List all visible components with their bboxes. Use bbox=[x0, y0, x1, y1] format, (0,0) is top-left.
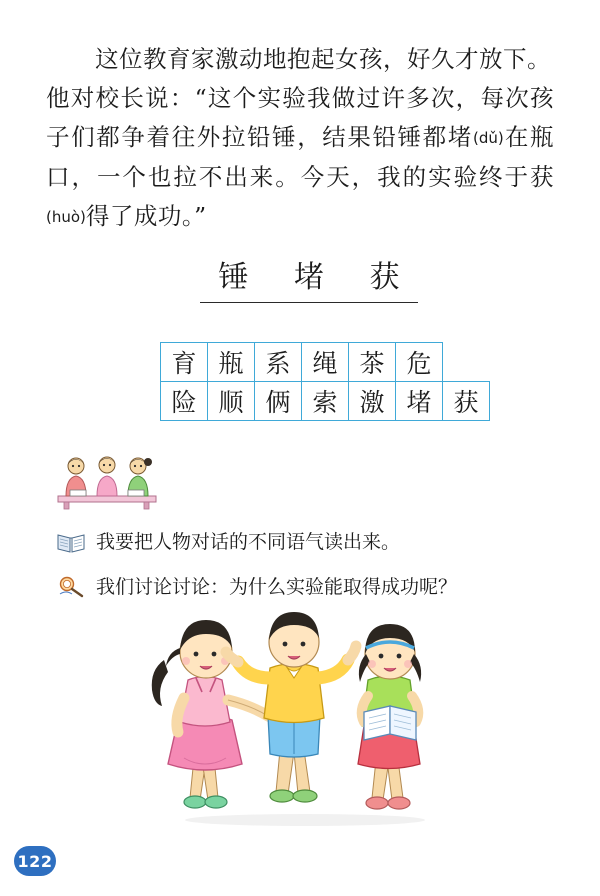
activity-text: 我要把人物对话的不同语气读出来。 bbox=[96, 531, 401, 553]
grid-cell: 获 bbox=[443, 382, 490, 421]
girl-right bbox=[358, 624, 421, 809]
grid-cell: 险 bbox=[161, 382, 208, 421]
girl-left bbox=[152, 620, 278, 808]
paragraph-2-part-1: 他对校长说：“这个实验我做过许多次，每次孩子们都争着往外拉铅锤，结果铅锤都堵 bbox=[46, 84, 554, 151]
grid-cell: 茶 bbox=[349, 343, 396, 382]
grid-cell: 堵 bbox=[396, 382, 443, 421]
grid-cell: 绳 bbox=[302, 343, 349, 382]
new-characters-line bbox=[0, 252, 600, 303]
grid-cell: 俩 bbox=[255, 382, 302, 421]
activity-item-discussion bbox=[56, 573, 556, 601]
magnifier-bug-icon bbox=[56, 575, 86, 599]
lesson-body-text bbox=[46, 40, 554, 237]
grid-cell: 系 bbox=[255, 343, 302, 382]
grid-cell: 育 bbox=[161, 343, 208, 382]
grid-cell: 危 bbox=[396, 343, 443, 382]
page-number-badge: 122 bbox=[14, 846, 56, 876]
activity-item-read-aloud bbox=[56, 528, 556, 556]
table-row bbox=[161, 382, 490, 421]
activity-text: 我们讨论讨论：为什么实验能取得成功呢？ bbox=[96, 576, 458, 598]
paragraph-1: 这位教育家激动地抱起女孩，好久才放下。 bbox=[95, 45, 551, 73]
grid-cell: 瓶 bbox=[208, 343, 255, 382]
three-children-reading-illustration bbox=[52, 452, 162, 510]
table-row bbox=[161, 343, 490, 382]
character-grid bbox=[160, 342, 490, 421]
grid-cell-empty bbox=[443, 343, 490, 382]
pinyin-du: (dǔ) bbox=[473, 129, 504, 147]
paragraph-2 bbox=[46, 79, 554, 237]
pinyin-huo: (huò) bbox=[46, 208, 86, 226]
three-children-discussing-illustration bbox=[140, 608, 470, 828]
open-book-icon bbox=[56, 530, 86, 554]
grid-cell: 索 bbox=[302, 382, 349, 421]
grid-cell: 激 bbox=[349, 382, 396, 421]
new-characters-text: 锤 堵 获 bbox=[200, 252, 417, 303]
grid-cell: 顺 bbox=[208, 382, 255, 421]
paragraph-2-part-3: 得了成功。” bbox=[85, 202, 207, 230]
paragraph-2-part-2: 在瓶口，一个也拉不出来。今天，我的实验终于获 bbox=[46, 123, 555, 191]
